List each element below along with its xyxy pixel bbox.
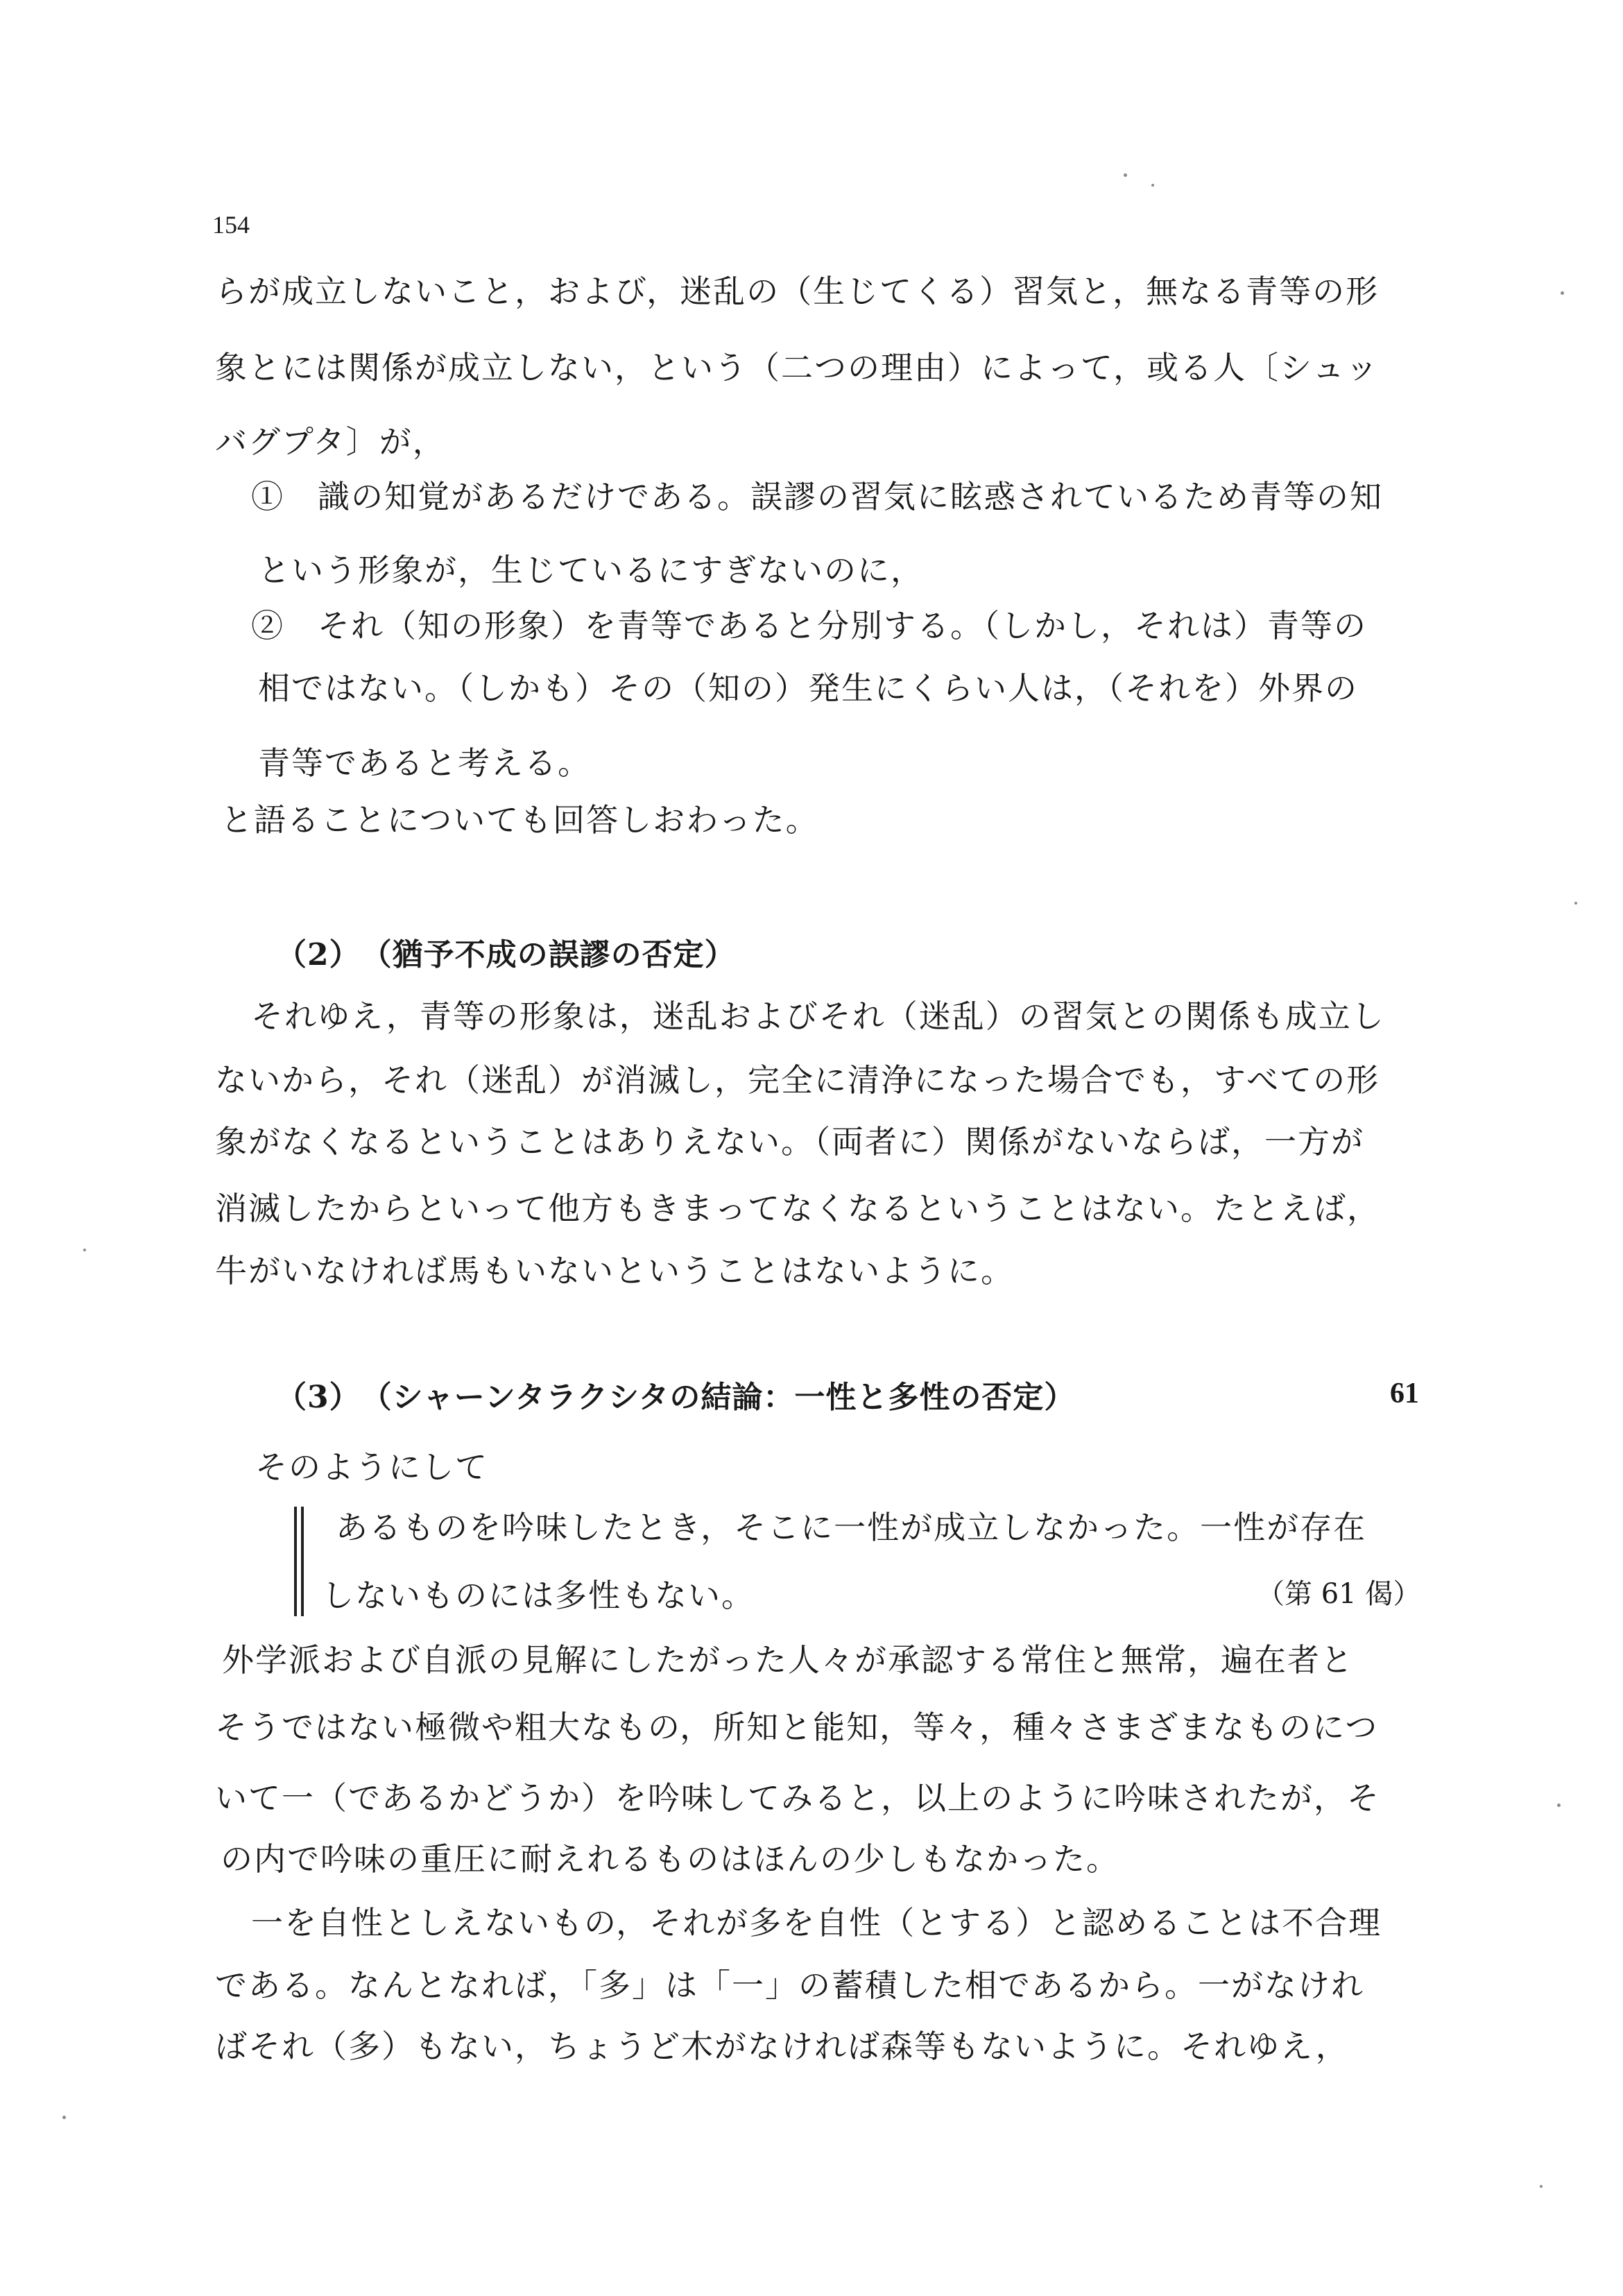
- verse-bar: [301, 1507, 304, 1616]
- verse-bar: [294, 1507, 297, 1616]
- scan-speck: [62, 2116, 66, 2119]
- section-heading: （2） （猶予不成の誤謬の否定）: [276, 937, 736, 973]
- text-line: それゆえ，青等の形象は，迷乱およびそれ（迷乱）の習気との関係も成立し: [251, 997, 1385, 1035]
- text-line: バグプタ〕が，: [215, 423, 446, 461]
- scan-speck: [1540, 2185, 1543, 2188]
- list-item-line: ① 識の知覚があるだけである。誤謬の習気に眩惑されているため青等の知: [251, 478, 1383, 515]
- text-line: と語ることについても回答しおわった。: [221, 801, 819, 839]
- text-line: ばそれ（多）もない，ちょうど木がなければ森等もないように。それゆえ，: [215, 2028, 1349, 2065]
- scan-speck: [1574, 902, 1577, 905]
- text-line: いて一（であるかどうか）を吟味してみると，以上のように吟味されたが，そ: [215, 1779, 1380, 1817]
- scan-speck: [1561, 291, 1564, 295]
- text-line: 牛がいなければ馬もいないということはないように。: [215, 1252, 1014, 1290]
- verse-line: あるものを吟味したとき，そこに一性が成立しなかった。一性が存在: [336, 1509, 1367, 1546]
- text-line: である。なんとなれば，「多」は「一」の蓄積した相であるから。一がなけれ: [215, 1967, 1364, 2004]
- scan-speck: [1557, 1804, 1561, 1807]
- list-item-line: ② それ（知の形象）を青等であると分別する。（しかし，それは）青等の: [251, 607, 1367, 644]
- section-heading: （3） （シャーンタラクシタの結論：一性と多性の否定）: [276, 1380, 1076, 1415]
- list-item-line: という形象が，生じているにすぎないのに，: [258, 551, 924, 589]
- text-line: 外学派および自派の見解にしたがった人々が承認する常住と無常，遍在者と: [222, 1641, 1354, 1679]
- scan-speck: [1151, 184, 1154, 187]
- text-line: そのようにして: [255, 1448, 488, 1486]
- verse-reference: （第 61 偈）: [1257, 1578, 1421, 1610]
- text-line: の内で吟味の重圧に耐えれるものはほんの少しもなかった。: [221, 1840, 1119, 1878]
- text-line: 消滅したからといって他方もきまってなくなるということはない。たとえば，: [215, 1190, 1380, 1227]
- list-item-line: 相ではない。（しかも）その（知の）発生にくらい人は，（それを）外界の: [258, 669, 1358, 707]
- scan-speck: [1124, 173, 1127, 177]
- text-line: 象とには関係が成立しない，という（二つの理由）によって，或る人〔シュッ: [215, 349, 1380, 386]
- text-line: 一を自性としえないもの，それが多を自性（とする）と認めることは不合理: [251, 1904, 1382, 1942]
- text-line: らが成立しないこと，および，迷乱の（生じてくる）習気と，無なる青等の形: [215, 273, 1380, 310]
- verse-line: しないものには多性もない。: [322, 1577, 755, 1614]
- page-number: 154: [212, 211, 250, 239]
- text-line: 象がなくなるということはありえない。（両者に）関係がないならば，一方が: [215, 1123, 1364, 1160]
- text-line: そうではない極微や粗大なもの，所知と能知，等々，種々さまざまなものにつ: [215, 1708, 1379, 1746]
- text-line: ないから，それ（迷乱）が消滅し，完全に清浄になった場合でも，すべての形: [215, 1061, 1380, 1099]
- list-item-line: 青等であると考える。: [258, 744, 591, 782]
- verse-number: 61: [1390, 1378, 1419, 1410]
- scan-speck: [83, 1249, 86, 1251]
